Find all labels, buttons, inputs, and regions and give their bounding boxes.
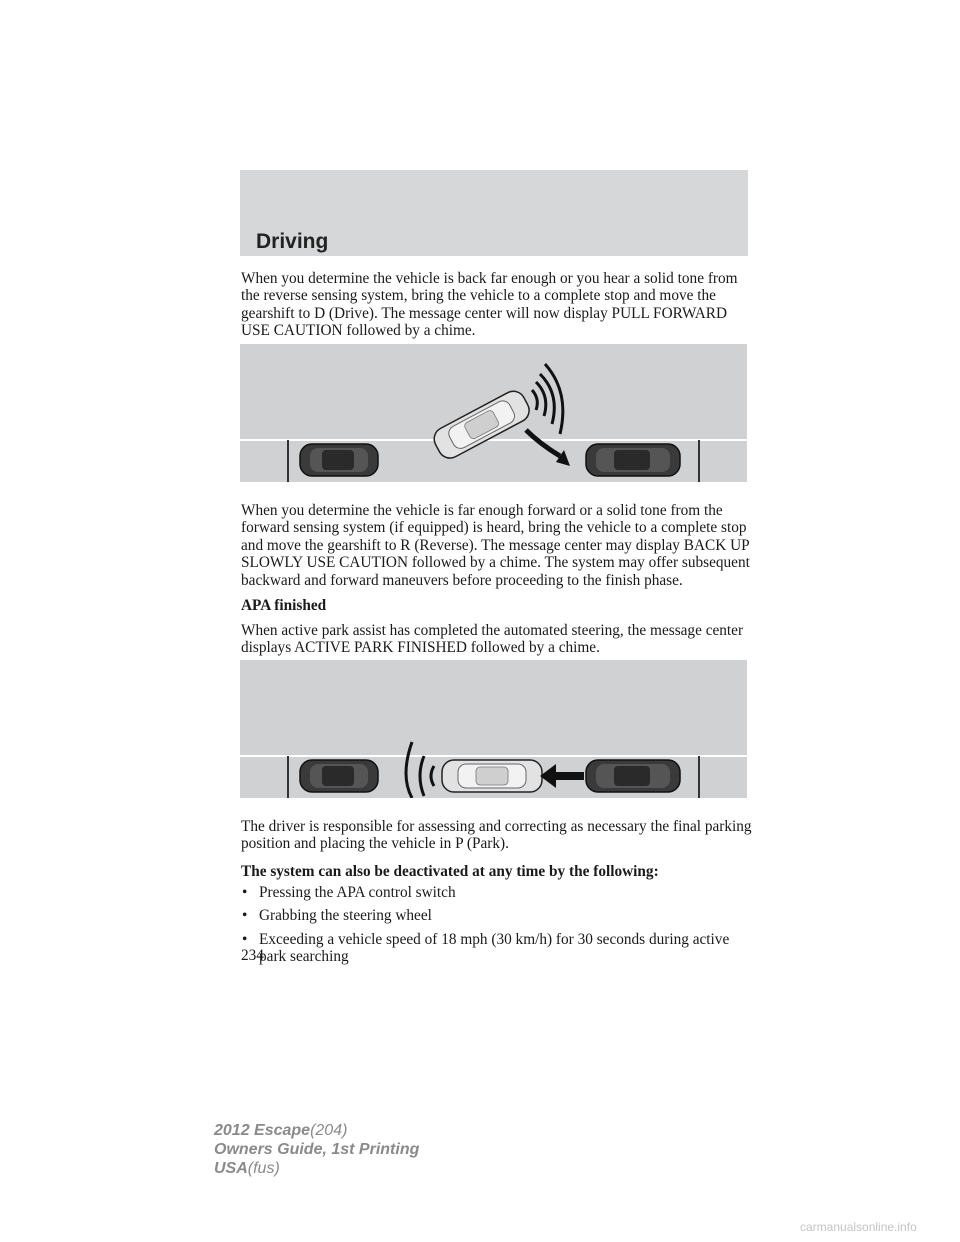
list-item: • Grabbing the steering wheel [242, 907, 432, 925]
parked-car-rear [300, 444, 378, 476]
parked-vehicle [442, 760, 542, 792]
bullet-dot: • [242, 884, 248, 901]
bullet-dot: • [242, 907, 248, 925]
diagram-apa-finished [240, 660, 747, 798]
footer-market-code: (fus) [247, 1160, 280, 1177]
figure-apa-finished [240, 660, 747, 798]
figure-pull-forward [240, 344, 747, 482]
parked-car-front [586, 760, 680, 792]
paragraph-active-park-finished: When active park assist has completed the automated steering, the message center displays ACTIVE PARK FINISHED followed by a chime. [241, 622, 744, 657]
parked-car-rear [300, 760, 378, 792]
list-item: • Pressing the APA control switch [242, 884, 456, 901]
diagram-pull-forward [240, 344, 747, 482]
subheading-apa-finished: APA finished [241, 597, 327, 614]
document-footer [214, 1121, 419, 1178]
footer-model-code: (204) [310, 1122, 348, 1139]
section-title: Driving [256, 230, 329, 253]
paragraph-driver-responsible: The driver is responsible for assessing and correcting as necessary the final parking position and placing the vehicle in P (Park). [241, 818, 752, 853]
bullet-dot: • [242, 930, 248, 948]
parked-car-front [586, 444, 680, 476]
watermark: carmanualsonline.info [800, 1220, 917, 1234]
deactivation-list [241, 884, 756, 972]
footer-model: 2012 Escape [214, 1122, 311, 1139]
list-item: • Exceeding a vehicle speed of 18 mph (30 km/h) for 30 seconds during active park searching [242, 930, 730, 966]
footer-printing: Owners Guide, 1st Printing [214, 1141, 420, 1158]
footer-market: USA [214, 1160, 248, 1177]
subheading-deactivation: The system can also be deactivated at any time by the following: [241, 863, 659, 880]
paragraph-pull-forward: When you determine the vehicle is back far enough or you hear a solid tone from the reverse sensing system, bring the vehicle to a complete stop and move the gearshift to D (Drive). The message center will now display PULL FORWARD USE CAUTION followed by a chime. [241, 270, 738, 340]
paragraph-back-up: When you determine the vehicle is far enough forward or a solid tone from the forward sensing system (if equipped) is heard, bring the vehicle to a complete stop and move the gearshift to R (Reverse). The message center may display BACK UP SLOWLY USE CAUTION followed by a chime. The system may offer subsequent backward and forward maneuvers before proceeding to the finish phase. [241, 502, 750, 589]
page-number: 234 [241, 947, 264, 964]
